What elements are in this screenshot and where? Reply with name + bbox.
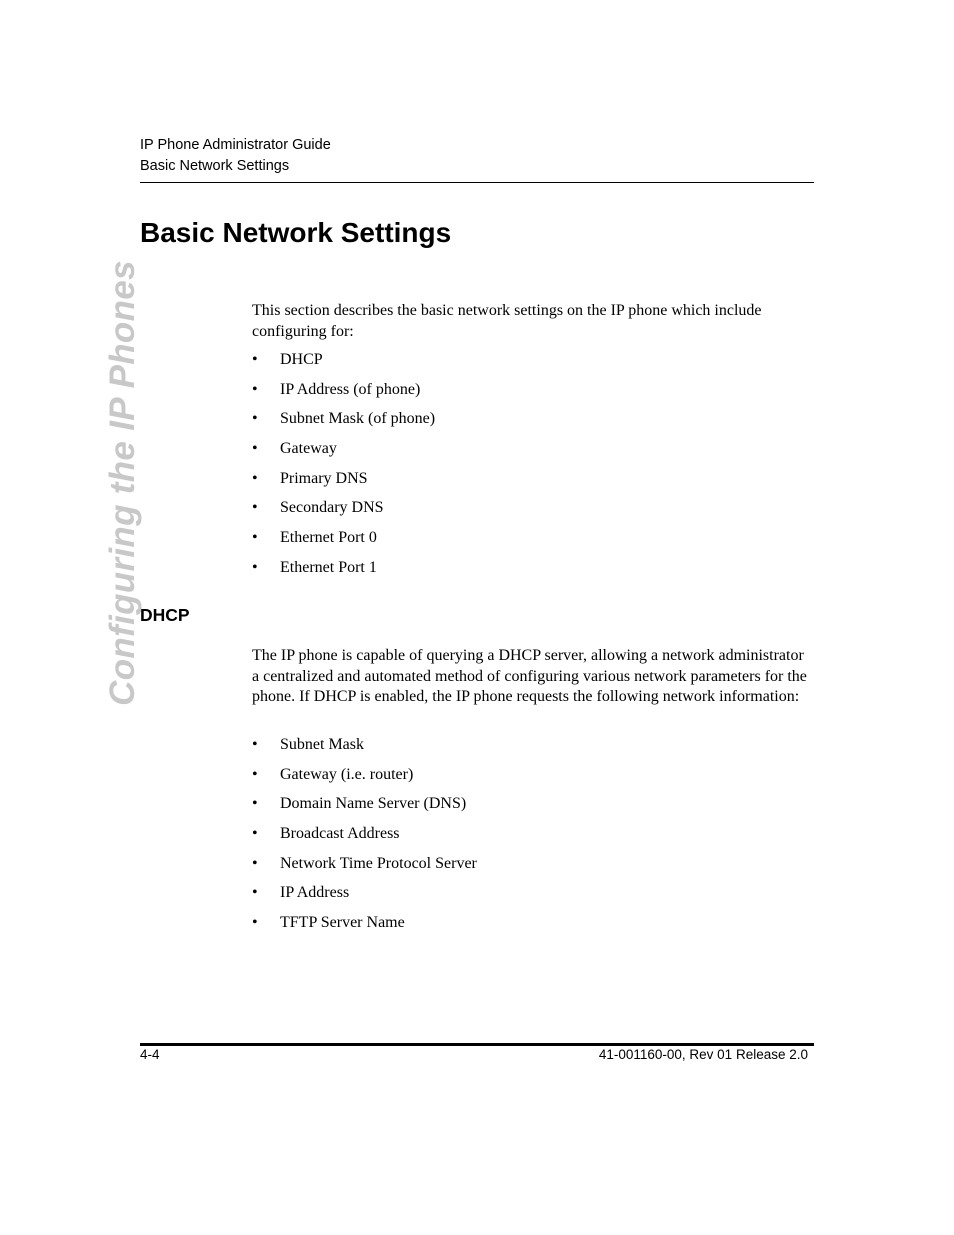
- list-item-text: Secondary DNS: [280, 499, 384, 517]
- list-item: [252, 409, 435, 439]
- list-item-text: DHCP: [280, 351, 323, 368]
- bullet-icon: •: [252, 410, 258, 428]
- page-title: Basic Network Settings: [140, 217, 452, 248]
- list-item-text: Subnet Mask (of phone): [280, 410, 436, 428]
- bullet-icon: •: [252, 854, 258, 872]
- list-item-text: Ethernet Port 0: [280, 529, 377, 547]
- list-item: [252, 350, 435, 380]
- list-item-text: Network Time Protocol Server: [280, 854, 477, 872]
- chapter-side-title: Configuring the IP Phones: [103, 260, 142, 706]
- list-item: [252, 854, 477, 884]
- list-item: [252, 765, 477, 795]
- list-item-text: Primary DNS: [280, 469, 368, 487]
- bullet-icon: •: [252, 440, 258, 458]
- list-item-text: IP Address: [280, 884, 350, 902]
- list-item-text: Subnet Mask: [280, 736, 364, 753]
- list-item: [252, 380, 435, 410]
- running-header: [140, 135, 814, 177]
- list-item: [252, 439, 435, 469]
- list-item: [252, 883, 477, 913]
- settings-list: [252, 350, 435, 588]
- bullet-icon: •: [252, 914, 258, 932]
- list-item: [252, 794, 477, 824]
- page-number: 4-4: [140, 1047, 160, 1062]
- list-item: [252, 913, 477, 943]
- list-item-text: Ethernet Port 1: [280, 558, 377, 576]
- header-section-title: Basic Network Settings: [140, 158, 290, 174]
- bullet-icon: •: [252, 795, 258, 813]
- list-item-text: Broadcast Address: [280, 825, 400, 843]
- bullet-icon: •: [252, 529, 258, 547]
- bullet-icon: •: [252, 380, 258, 398]
- list-item-text: Gateway: [280, 440, 337, 458]
- list-item-text: Gateway (i.e. router): [280, 765, 414, 783]
- list-item: [252, 558, 435, 588]
- dhcp-paragraph: The IP phone is capable of querying a DHCP server, allowing a network administrator a centralized and automated method of configuring various network parameters for the phone. If DHCP is enabled, the IP phone requests the following network information:: [252, 647, 807, 705]
- bullet-icon: •: [252, 884, 258, 902]
- dhcp-info-list: [252, 735, 477, 943]
- header-guide-title: IP Phone Administrator Guide: [140, 137, 331, 153]
- list-item: [252, 824, 477, 854]
- header-divider: [140, 182, 814, 183]
- bullet-icon: •: [252, 351, 258, 368]
- list-item-text: IP Address (of phone): [280, 380, 421, 398]
- list-item: [252, 735, 477, 765]
- list-item-text: Domain Name Server (DNS): [280, 795, 467, 813]
- bullet-icon: •: [252, 499, 258, 517]
- bullet-icon: •: [252, 469, 258, 487]
- dhcp-heading: DHCP: [140, 605, 190, 625]
- bullet-icon: •: [252, 825, 258, 843]
- list-item: [252, 469, 435, 499]
- list-item-text: TFTP Server Name: [280, 914, 405, 932]
- intro-paragraph: This section describes the basic network settings on the IP phone which include configuring for:: [252, 302, 762, 340]
- bullet-icon: •: [252, 736, 258, 753]
- bullet-icon: •: [252, 558, 258, 576]
- list-item: [252, 528, 435, 558]
- bullet-icon: •: [252, 765, 258, 783]
- document-id: 41-001160-00, Rev 01 Release 2.0: [598, 1047, 808, 1062]
- list-item: [252, 498, 435, 528]
